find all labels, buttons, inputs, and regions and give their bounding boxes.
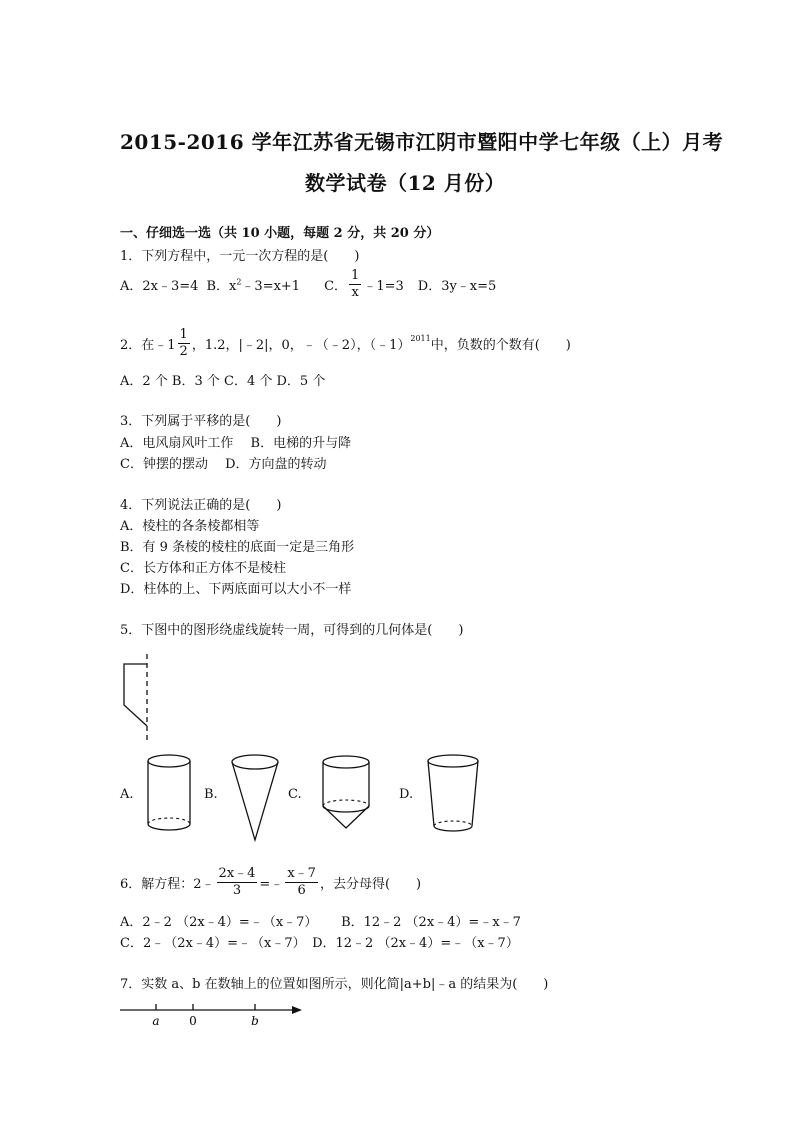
q5-cone-figure — [224, 750, 288, 844]
q7-stem: 7．实数 a、b 在数轴上的位置如图所示，则化简|a+b|﹣a 的结果为( ) — [120, 977, 549, 992]
q1-options — [120, 268, 496, 301]
q7-number-line — [118, 998, 308, 1032]
q3-stem: 3．下列属于平移的是( ) — [120, 414, 282, 429]
q4-stem: 4．下列说法正确的是( ) — [120, 498, 282, 513]
q2-options: A．2 个 B．3 个 C．4 个 D．5 个 — [120, 374, 326, 389]
q6-stem: 6．解方程：2﹣ $\frac{2x﹣4}{3}$ =﹣ $\frac{x﹣7}{6}$ ，去分母得( ) — [120, 866, 422, 898]
q5-option-d-label: D. — [399, 787, 414, 802]
q4-option-c: C．长方体和正方体不是棱柱 — [120, 561, 286, 576]
q4-option-d: D．柱体的上、下两底面可以大小不一样 — [120, 582, 352, 597]
q2-mixed-fraction: $\frac{1}{2}$ — [179, 327, 188, 359]
q5-stem: 5．下图中的图形绕虚线旋转一周，可得到的几何体是( ) — [120, 623, 464, 638]
q5-rotation-figure — [110, 650, 170, 745]
q7-label-a: a — [152, 1014, 160, 1028]
q6-fraction-1: $\frac{2x﹣4}{3}$ — [218, 866, 256, 898]
section-heading: 一、仔细选一选（共 10 小题，每题 2 分，共 20 分） — [120, 226, 440, 241]
q5-frustum-figure — [422, 750, 486, 836]
q6-fraction-2: $\frac{x﹣7}{6}$ — [287, 866, 316, 898]
q2-stem: 2．在﹣1 $\frac{1}{2}$ ，1.2，|﹣2|，0，﹣（﹣2），（﹣1） $^{2011}$ 中，负数的个数有( ) — [120, 327, 571, 359]
q3-options-line-2: C．钟摆的摆动 D．方向盘的转动 — [120, 457, 327, 472]
q3-options-line-1: A．电风扇风叶工作 B．电梯的升与降 — [120, 436, 352, 451]
title-line-1: 2015-2016 学年江苏省无锡市江阴市暨阳中学七年级（上）月考 — [120, 130, 724, 154]
q7-label-zero: 0 — [189, 1014, 197, 1028]
q6-options-line-2: C．2﹣（2x﹣4）=﹣（x﹣7） D．12﹣2 （2x﹣4）=﹣（x﹣7） — [120, 936, 519, 951]
title-line-2: 数学试卷（12 月份） — [305, 171, 506, 195]
q1-option-b: B．$x^2﹣3=x+1$ — [206, 277, 301, 294]
q4-option-b: B．有 9 条棱的棱柱的底面一定是三角形 — [120, 540, 355, 555]
q5-option-a-label: A. — [120, 787, 134, 802]
q4-option-a: A．棱柱的各条棱都相等 — [120, 519, 260, 534]
q6-options-line-1: A．2﹣2 （2x﹣4）=﹣（x﹣7） B．12﹣2 （2x﹣4）=﹣x﹣7 — [120, 915, 521, 930]
q5-cylinder-with-cone-figure — [315, 750, 379, 834]
q5-option-b-label: B. — [204, 787, 218, 802]
q1-option-c: C． $\frac{1}{x}$ ﹣1=3 — [324, 268, 404, 300]
q1-option-d: D．3y﹣x=5 — [417, 279, 497, 294]
q5-option-c-label: C. — [288, 787, 302, 802]
q1-option-a: A．2x﹣3=4 — [120, 279, 199, 294]
q5-cylinder-figure — [140, 750, 200, 836]
q7-label-b: b — [251, 1014, 259, 1028]
q1-fraction: $\frac{1}{x}$ — [351, 268, 360, 300]
q1-stem: 1．下列方程中，一元一次方程的是( ) — [120, 249, 360, 264]
